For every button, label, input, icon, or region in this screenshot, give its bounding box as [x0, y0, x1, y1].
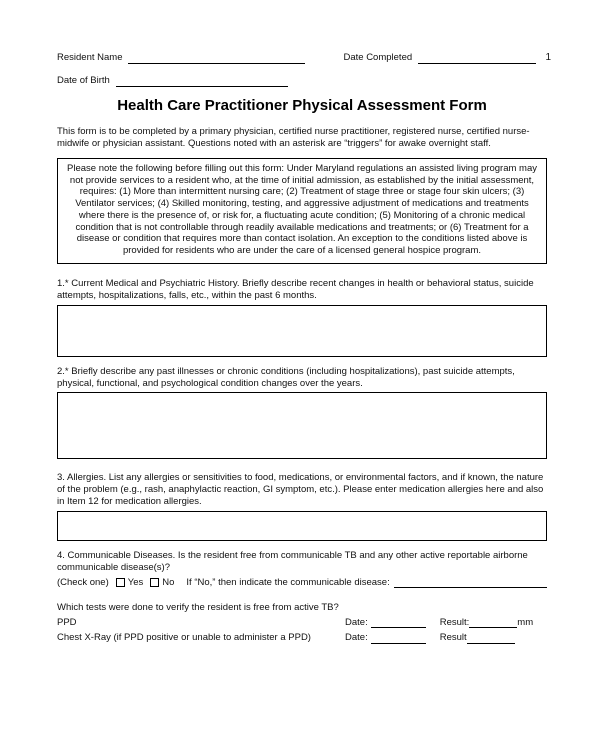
intro-text: This form is to be completed by a primary physician, certified nurse practitioner, registered nurse, certified nurse-midwife or physician assistant. Questions noted with an asterisk are “triggers” for awake overnight staff.	[57, 126, 530, 149]
question-3-answer-box[interactable]	[57, 511, 547, 541]
question-1-text: 1.* Current Medical and Psychiatric History. Briefly describe recent changes in health or behavioral status, suicide attempts, hospitalizations, falls, etc., within the past 6 months.	[57, 277, 534, 301]
chest-xray-label: Chest X-Ray (if PPD positive or unable to administer a PPD)	[57, 632, 311, 644]
form-title: Health Care Practitioner Physical Assessment Form	[117, 96, 487, 114]
ppd-result-label: Result:	[439, 616, 470, 628]
xray-result-field[interactable]	[467, 633, 515, 644]
header-row-1	[57, 52, 547, 64]
question-2-answer-box[interactable]	[57, 392, 547, 459]
resident-name-field[interactable]	[128, 53, 305, 64]
no-label: No	[162, 576, 175, 588]
chest-xray-row	[57, 632, 547, 644]
which-tests-label: Which tests were done to verify the resident is free from active TB?	[57, 601, 339, 613]
ppd-label: PPD	[57, 616, 77, 628]
yes-checkbox[interactable]	[116, 578, 125, 587]
ppd-date-field[interactable]	[371, 617, 426, 628]
date-of-birth-field[interactable]	[116, 76, 288, 87]
xray-date-label: Date:	[345, 632, 368, 644]
date-of-birth-label: Date of Birth	[57, 74, 110, 86]
header-row-2	[57, 75, 547, 87]
ppd-row	[57, 617, 547, 629]
question-2-text: 2.* Briefly describe any past illnesses or chronic conditions (including hospitalizations), past suicide attempts, physical, functional, and psychological condition changes over the years.	[57, 365, 515, 389]
ppd-date-label: Date:	[345, 616, 368, 628]
xray-date-field[interactable]	[371, 633, 426, 644]
ppd-result-field[interactable]	[469, 617, 517, 628]
date-completed-field[interactable]	[418, 53, 536, 64]
mm-unit-label: mm	[517, 616, 534, 628]
question-1-answer-box[interactable]	[57, 305, 547, 357]
question-4-text: 4. Communicable Diseases. Is the resident free from communicable TB and any other active reportable airborne communicable disease(s)?	[57, 550, 528, 573]
no-checkbox[interactable]	[150, 578, 159, 587]
communicable-disease-field[interactable]	[394, 577, 547, 588]
question-4-check-row	[57, 577, 547, 589]
date-completed-label: Date Completed	[343, 52, 413, 63]
if-no-label: If “No,” then indicate the communicable disease:	[186, 576, 390, 588]
regulations-notice-box	[57, 158, 547, 264]
page-number: 1	[545, 52, 551, 63]
regulations-notice-text: Please note the following before filling out this form: Under Maryland regulations an assisted living program may not provide services to a resident who, at the time of initial admission, as established by the initial assessment, requires: (1) More than intermittent nursing care; (2) Treatment of stage three or stage four skin ulcers; (3) Ventilator services; (4) Skilled monitoring, testing, and aggressive adjustment of medications and treatments where there is the presence of, or risk for, a fluctuating acute condition; (5) Monitoring of a chronic medical condition that is not controllable through readily available medications and treatments; or (6) Treatment for a disease or condition that requires more than contact isolation. An exception to the conditions listed above is provided for residents who are under the care of a licensed general hospice program.	[67, 162, 537, 257]
question-3-text: 3. Allergies. List any allergies or sensitivities to food, medications, or environmental factors, and if known, the nature of the problem (e.g., rash, anaphylactic reaction, GI symptom, etc.). Please enter medication allergies here and also in Item 12 for medication allergies.	[57, 472, 544, 508]
yes-label: Yes	[127, 576, 144, 588]
check-one-label: (Check one)	[57, 576, 109, 588]
resident-name-label: Resident Name	[57, 52, 123, 63]
xray-result-label: Result	[439, 632, 467, 644]
